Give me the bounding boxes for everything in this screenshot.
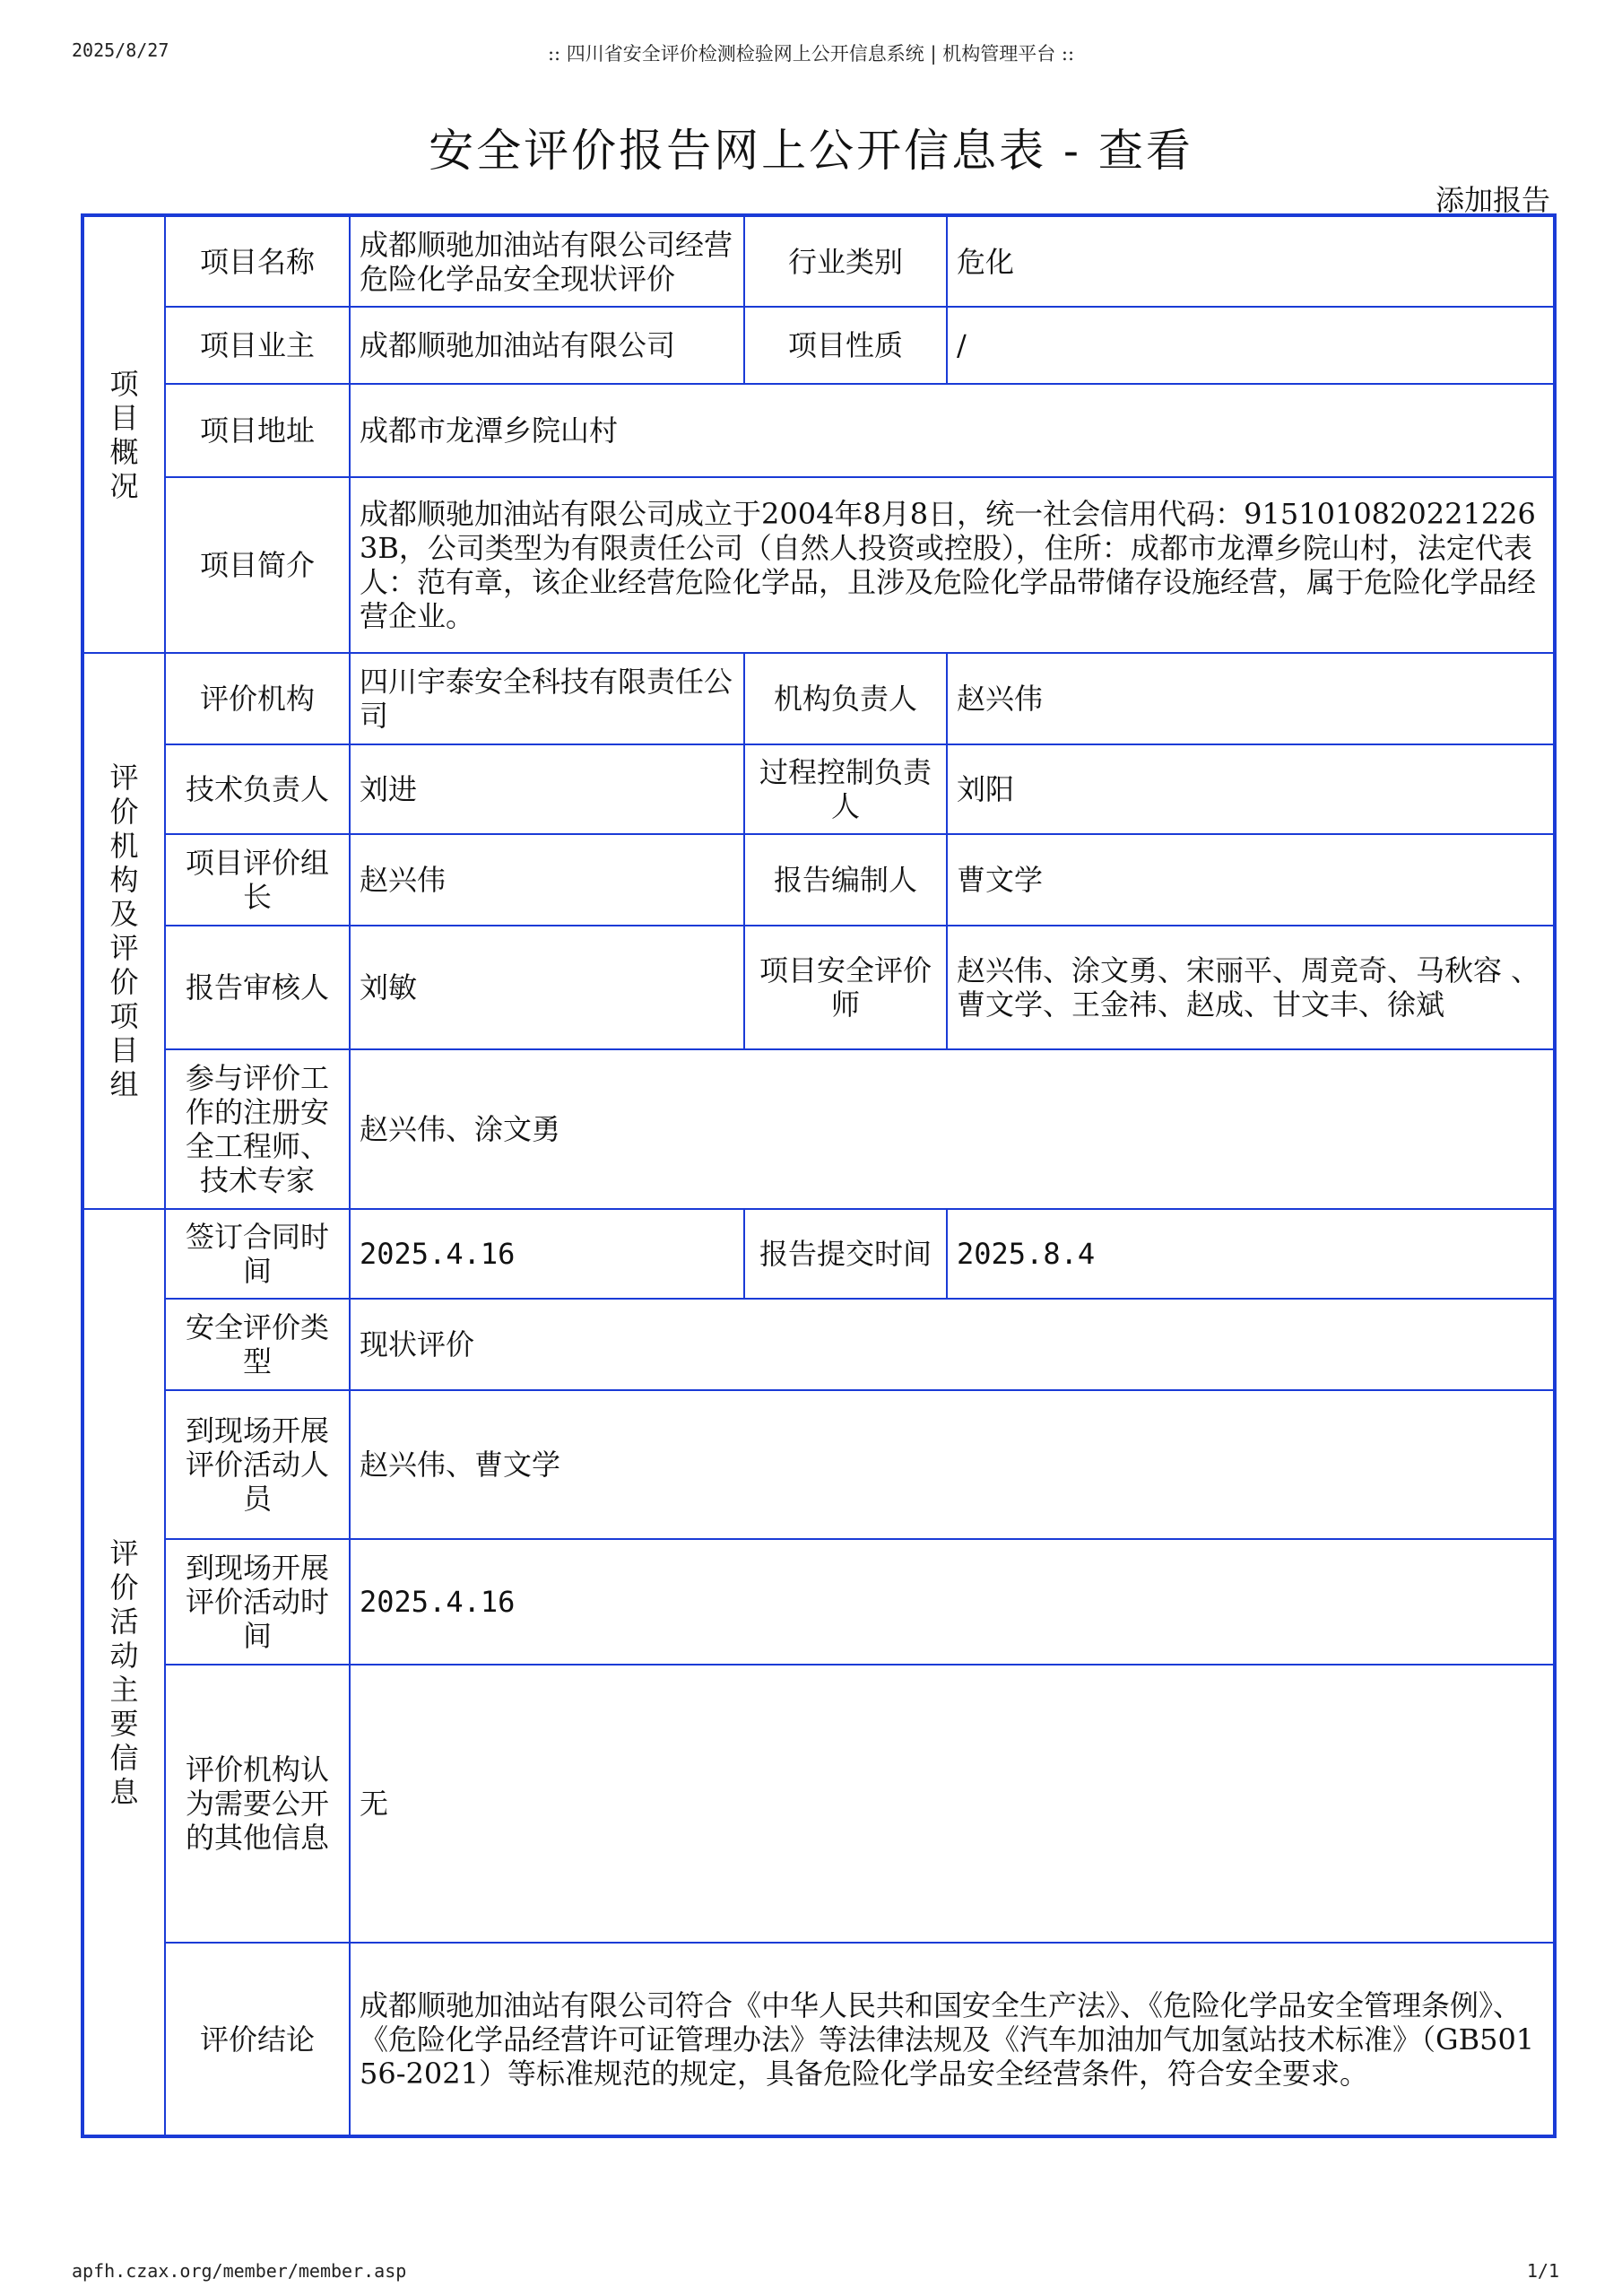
label-site-date: 到现场开展评价活动时间: [165, 1539, 350, 1665]
value-tech-head: 刘进: [350, 744, 744, 834]
footer-url: apfh.czax.org/member/member.asp: [72, 2260, 407, 2282]
table-row: [82, 477, 1555, 653]
value-contract-date: 2025.4.16: [350, 1209, 744, 1299]
table-row: [82, 1049, 1555, 1209]
section-overview: 项目概况: [82, 215, 165, 653]
value-report-author: 曹文学: [947, 834, 1555, 926]
label-evaluators: 项目安全评价师: [744, 926, 947, 1049]
label-tech-head: 技术负责人: [165, 744, 350, 834]
system-title: :: 四川省安全评价检测检验网上公开信息系统 | 机构管理平台 ::: [547, 43, 1075, 65]
label-other-info: 评价机构认为需要公开的其他信息: [165, 1665, 350, 1943]
value-process-head: 刘阳: [947, 744, 1555, 834]
value-site-date: 2025.4.16: [350, 1539, 1555, 1665]
value-owner: 成都顺驰加油站有限公司: [350, 307, 744, 384]
label-owner: 项目业主: [165, 307, 350, 384]
value-other-info: 无: [350, 1665, 1555, 1943]
value-engineers: 赵兴伟、涂文勇: [350, 1049, 1555, 1209]
value-evaluators: 赵兴伟、涂文勇、宋丽平、周竞奇、马秋容 、曹文学、王金祎、赵成、甘文丰、徐斌: [947, 926, 1555, 1049]
label-team-leader: 项目评价组长: [165, 834, 350, 926]
table-row: [82, 926, 1555, 1049]
table-row: [82, 1665, 1555, 1943]
label-address: 项目地址: [165, 384, 350, 477]
table-row: [82, 1209, 1555, 1299]
value-site-staff: 赵兴伟、曹文学: [350, 1390, 1555, 1539]
page-title: 安全评价报告网上公开信息表 - 查看: [429, 125, 1193, 177]
label-process-head: 过程控制负责人: [744, 744, 947, 834]
print-date: 2025/8/27: [72, 39, 169, 61]
add-report-link[interactable]: 添加报告: [1435, 183, 1550, 217]
value-reviewer: 刘敏: [350, 926, 744, 1049]
label-project-name: 项目名称: [165, 215, 350, 307]
table-row: [82, 384, 1555, 477]
table-row: [82, 307, 1555, 384]
value-eval-org: 四川宇泰安全科技有限责任公司: [350, 653, 744, 744]
label-reviewer: 报告审核人: [165, 926, 350, 1049]
table-row: [82, 744, 1555, 834]
table-row: [82, 653, 1555, 744]
page-number: 1/1: [1526, 2260, 1559, 2282]
label-conclusion: 评价结论: [165, 1943, 350, 2136]
value-intro: 成都顺驰加油站有限公司成立于2004年8月8日，统一社会信用代码：915101082022122​63B，公司类型为有限责任公司（自然人投资或控股），住所：成都市龙潭乡院山村，法定代表人：范有章，该企业经营危险化学品，且涉及危险化学品带储存设施经营，属于危险化学品经营企业。: [350, 477, 1555, 653]
value-nature: /: [947, 307, 1555, 384]
table-row: [82, 1539, 1555, 1665]
label-industry: 行业类别: [744, 215, 947, 307]
value-eval-type: 现状评价: [350, 1299, 1555, 1390]
value-submit-date: 2025.8.4: [947, 1209, 1555, 1299]
table-row: [82, 215, 1555, 307]
label-contract-date: 签订合同时间: [165, 1209, 350, 1299]
table-row: [82, 834, 1555, 926]
table-row: [82, 1299, 1555, 1390]
value-conclusion: 成都顺驰加油站有限公司符合《中华人民共和国安全生产法》、《危险化学品安全管理条例》、《危险化学品经营许可证管理办法》等法律法规及《汽车加油加气加氢站技术标准》（GB50156-2021）等标准规范的规定，具备危险化学品安全经营条件，符合安全要求。: [350, 1943, 1555, 2136]
value-address: 成都市龙潭乡院山村: [350, 384, 1555, 477]
value-team-leader: 赵兴伟: [350, 834, 744, 926]
table-row: [82, 1943, 1555, 2136]
label-engineers: 参与评价工作的注册安全工程师、技术专家: [165, 1049, 350, 1209]
label-nature: 项目性质: [744, 307, 947, 384]
value-industry: 危化: [947, 215, 1555, 307]
label-submit-date: 报告提交时间: [744, 1209, 947, 1299]
label-eval-org: 评价机构: [165, 653, 350, 744]
label-intro: 项目简介: [165, 477, 350, 653]
table-row: [82, 1390, 1555, 1539]
section-org: 评价机构及评价项目组: [82, 653, 165, 1209]
value-project-name: 成都顺驰加油站有限公司经营危险化学品安全现状评价: [350, 215, 744, 307]
label-report-author: 报告编制人: [744, 834, 947, 926]
section-activity: 评价活动主要信息: [82, 1209, 165, 2136]
report-info-table: [81, 213, 1557, 2138]
label-eval-type: 安全评价类型: [165, 1299, 350, 1390]
label-org-head: 机构负责人: [744, 653, 947, 744]
label-site-staff: 到现场开展评价活动人员: [165, 1390, 350, 1539]
value-org-head: 赵兴伟: [947, 653, 1555, 744]
